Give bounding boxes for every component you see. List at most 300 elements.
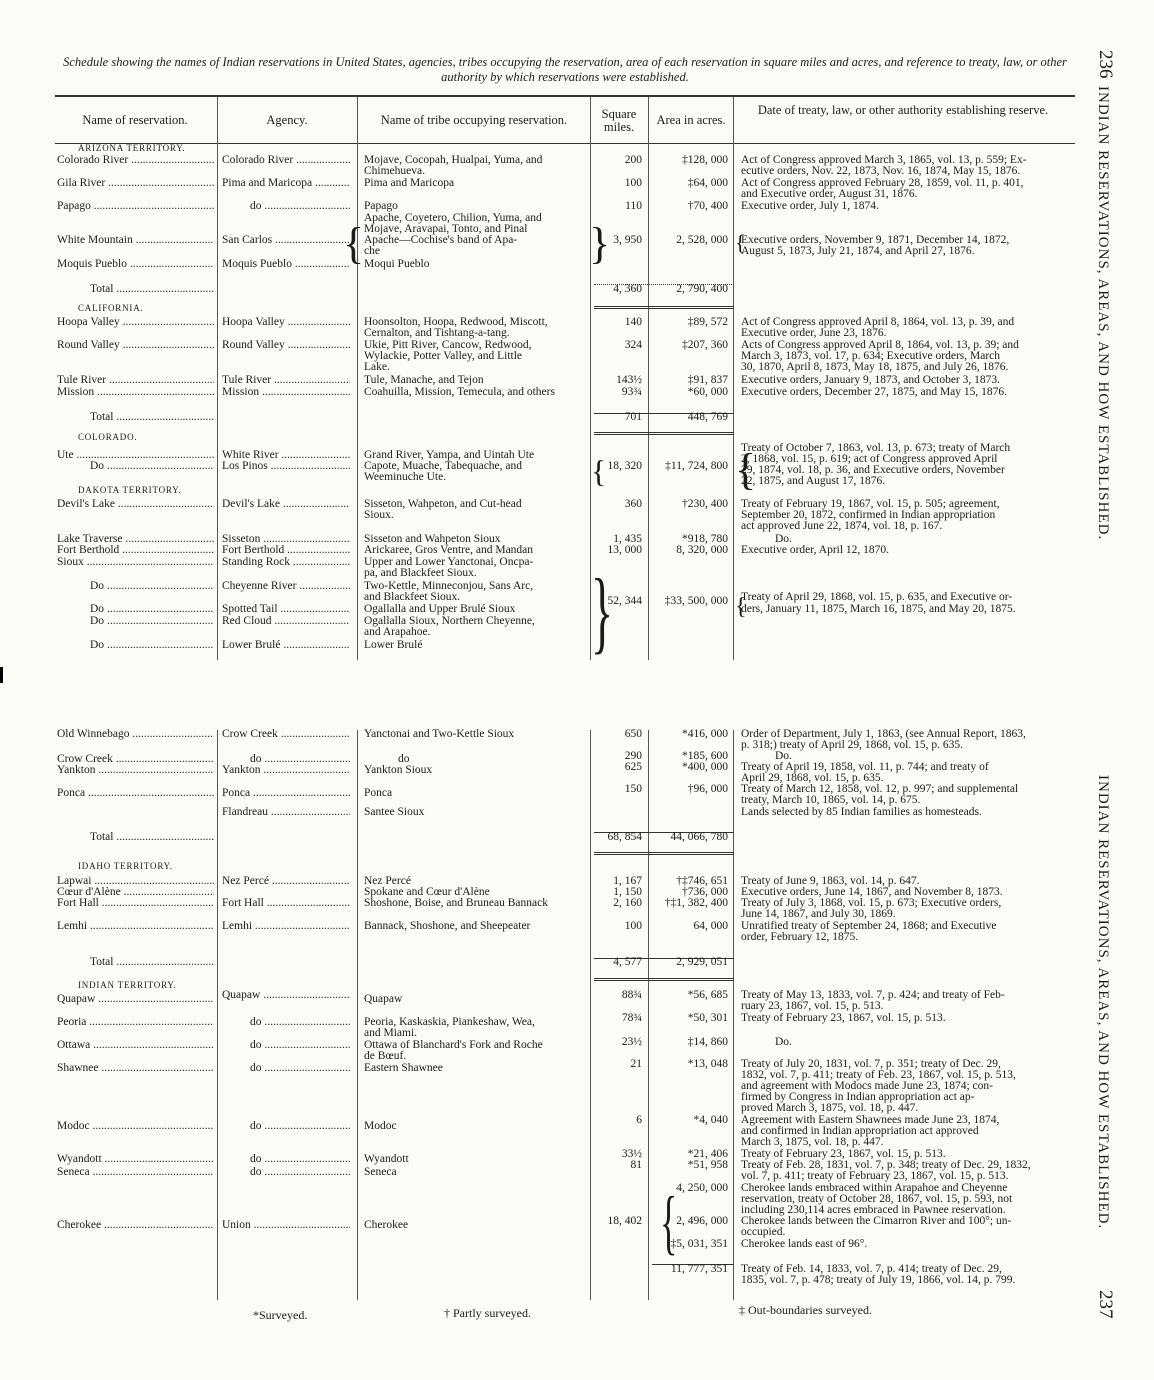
square-miles: 701 (624, 411, 642, 423)
authority-text: Executive orders, June 14, 1867, and November 8, 1873. (741, 887, 1003, 898)
authority-text: June 14, 1867, and July 30, 1869. (741, 909, 896, 920)
area-acres: ‡33, 500, 000 (664, 595, 728, 607)
authority-text: Act of Congress approved March 3, 1865, vol. 13, p. 559; Ex- (741, 155, 1027, 166)
agency-name: Tule River ..... (222, 375, 350, 386)
authority-text: Executive orders, November 9, 1871, December 14, 1872, (741, 235, 1010, 246)
reservation-name: Ponca ..... (57, 788, 214, 799)
authority-text: reservation, treaty of October 28, 1867, vol. 15, p. 593, not (741, 1194, 1013, 1205)
reservation-name: Do ..... (90, 581, 214, 592)
tribe-name: Cherokee (364, 1220, 409, 1231)
tribe-name: Seneca (364, 1167, 397, 1178)
authority-text: 2, 1868, vol. 15, p. 619; act of Congress approved April (741, 454, 998, 465)
brace: { (343, 219, 365, 268)
agency-name: do ..... (250, 1154, 350, 1165)
authority-text: Treaty of May 13, 1833, vol. 7, p. 424; and treaty of Feb- (741, 990, 1005, 1001)
tribe-name: Bannack, Shoshone, and Sheepeater (364, 921, 531, 932)
agency-name: do ..... (250, 1040, 350, 1051)
agency-name: Fort Hall ..... (222, 898, 350, 909)
agency-name: Fort Berthold ..... (222, 545, 350, 556)
authority-text: p. 318;) treaty of April 29, 1868, vol. 15, p. 635. (741, 740, 963, 751)
tribe-name: che (364, 246, 380, 257)
authority-text: March 3, 1873, vol. 17, p. 634; Executive orders, March (741, 351, 1001, 362)
tribe-name: Lake. (364, 362, 390, 373)
tribe-name: Papago (364, 201, 398, 212)
square-miles: 21 (630, 1058, 642, 1070)
page-number-236: 236 (1095, 50, 1116, 79)
reservation-name: Wyandott ..... (57, 1154, 214, 1165)
page-number-top (1094, 50, 1116, 79)
area-acres: ‡207, 360 (682, 339, 728, 351)
authority-text: ruary 23, 1867, vol. 15, p. 513. (741, 1001, 884, 1012)
agency-name: San Carlos ..... (222, 235, 350, 246)
reservation-name: Do ..... (90, 461, 214, 472)
authority-text: 1835, vol. 7, p. 478; treaty of July 19, 1866, vol. 14, p. 799. (741, 1275, 1016, 1286)
header-name: Name of reservation. (82, 113, 188, 127)
tribe-name: and Miami. (364, 1028, 418, 1039)
square-miles: 625 (624, 761, 642, 773)
agency-name: Los Pinos ..... (222, 461, 350, 472)
reservation-name: Peoria ..... (57, 1017, 214, 1028)
tribe-name: and Blackfeet Sioux. (364, 592, 461, 603)
authority-text: Executive order, April 12, 1870. (741, 545, 890, 556)
agency-name: do ..... (250, 1063, 350, 1074)
authority-text: and Executive order, August 31, 1876. (741, 189, 918, 200)
reservation-name: Total ..... (90, 832, 214, 843)
square-miles: 4, 577 (613, 956, 642, 968)
authority-text: Cherokee lands east of 96°. (741, 1239, 868, 1250)
section-heading: INDIAN TERRITORY. (78, 980, 177, 990)
square-miles: 88¾ (621, 989, 642, 1001)
tribe-name: Ukie, Pitt River, Cancow, Redwood, (364, 340, 532, 351)
authority-text: Act of Congress approved February 28, 1859, vol. 11, p. 401, (741, 178, 1024, 189)
tribe-name: Weeminuche Ute. (364, 472, 447, 483)
running-head-top: INDIAN RESERVATIONS, AREAS, AND HOW ESTABLISHED. (1095, 86, 1111, 541)
authority-text: 1832, vol. 7, p. 411; treaty of Feb. 23, 1867, vol. 15, p. 513, (741, 1070, 1016, 1081)
tribe-name: Apache, Coyetero, Chilion, Yuma, and (364, 213, 542, 224)
header-area-acres: Area in acres. (656, 113, 726, 127)
column-rule (217, 97, 218, 660)
tribe-name: and Arapahoe. (364, 627, 431, 638)
square-miles: 140 (624, 316, 642, 328)
tribe-name: Shoshone, Boise, and Bruneau Bannack (364, 898, 548, 909)
area-acres: 2, 790, 400 (676, 283, 728, 295)
reservation-name: Total ..... (90, 284, 214, 295)
reservation-name: Yankton ..... (57, 765, 214, 776)
reservation-name: Mission ..... (57, 387, 214, 398)
authority-text: Agreement with Eastern Shawnees made June 23, 1874, (741, 1115, 1000, 1126)
agency-name: do ..... (250, 1167, 350, 1178)
square-miles: 1, 435 (613, 533, 642, 545)
column-rule (733, 730, 734, 1300)
authority-text: Order of Department, July 1, 1863, (see Annual Report, 1863, (741, 729, 1026, 740)
authority-text: ecutive orders, Nov. 22, 1873, Nov. 16, 1874, May 15, 1876. (741, 166, 1021, 177)
area-acres: *185, 600 (682, 750, 728, 762)
column-rule (357, 97, 358, 660)
authority-text: Treaty of June 9, 1863, vol. 14, p. 647. (741, 876, 920, 887)
tribe-name: Wylackie, Potter Valley, and Little (364, 351, 523, 362)
square-miles: 18, 402 (607, 1215, 642, 1227)
column-rule (217, 730, 218, 1300)
area-acres: *13, 048 (687, 1058, 728, 1070)
square-miles: 200 (624, 154, 642, 166)
square-miles: 290 (624, 750, 642, 762)
tribe-name: Sisseton, Wahpeton, and Cut-head (364, 499, 522, 510)
agency-name: Colorado River ..... (222, 155, 350, 166)
reservation-name: Quapaw ..... (57, 994, 214, 1005)
tribe-name: Ogallalla and Upper Brulé Sioux (364, 604, 516, 615)
total-rule (594, 306, 734, 309)
authority-text: Treaty of October 7, 1863, vol. 13, p. 673; treaty of March (741, 443, 1011, 454)
tribe-name: Grand River, Yampa, and Uintah Ute (364, 450, 535, 461)
agency-name: do ..... (250, 1121, 350, 1132)
square-miles: 360 (624, 498, 642, 510)
brace: { (591, 453, 607, 489)
area-acres: 4, 250, 000 (676, 1182, 728, 1194)
agency-name: do ..... (250, 201, 350, 212)
agency-name: do ..... (250, 1017, 350, 1028)
square-miles: 650 (624, 728, 642, 740)
area-acres: *918, 780 (682, 533, 728, 545)
authority-text: Treaty of Feb. 14, 1833, vol. 7, p. 414; treaty of Dec. 29, (741, 1264, 1002, 1275)
tribe-name: Two-Kettle, Minneconjou, Sans Arc, (364, 581, 534, 592)
reservation-name: Cherokee ..... (57, 1220, 214, 1231)
scan-edge-mark (0, 667, 3, 683)
agency-name: Red Cloud ..... (222, 616, 350, 627)
authority-text: Do. (775, 1037, 792, 1048)
authority-text: September 20, 1872, confirmed in Indian appropriation (741, 510, 996, 521)
tribe-name: Arickaree, Gros Ventre, and Mandan (364, 545, 534, 556)
reservation-name: Shawnee ..... (57, 1063, 214, 1074)
column-rule (733, 97, 734, 660)
tribe-name: Tule, Manache, and Tejon (364, 375, 484, 386)
reservation-name: Modoc ..... (57, 1121, 214, 1132)
area-acres: ‡89, 572 (687, 316, 728, 328)
reservation-name: Moquis Pueblo ..... (57, 259, 214, 270)
area-acres: 2, 528, 000 (676, 234, 728, 246)
tribe-name: Quapaw (364, 994, 403, 1005)
section-heading: ARIZONA TERRITORY. (78, 143, 186, 153)
area-acres: 448, 769 (687, 411, 728, 423)
square-miles: 6 (636, 1114, 642, 1126)
square-miles: 52, 344 (607, 595, 642, 607)
tribe-name: Pima and Maricopa (364, 178, 455, 189)
tribe-name: Modoc (364, 1121, 397, 1132)
authority-text: August 5, 1873, July 21, 1874, and April 27, 1876. (741, 246, 975, 257)
section-heading: IDAHO TERRITORY. (78, 861, 173, 871)
area-acres: 44, 066, 780 (670, 831, 728, 843)
authority-text: Lands selected by 85 Indian families as homesteads. (741, 807, 982, 818)
tribe-name: Eastern Shawnee (364, 1063, 443, 1074)
square-miles: 4, 360 (613, 283, 642, 295)
authority-text: Acts of Congress approved April 8, 1864, vol. 13, p. 39; and (741, 340, 1019, 351)
authority-text: vol. 7, p. 411; treaty of February 23, 1867, vol. 15, p. 513. (741, 1171, 1009, 1182)
tribe-name: de Bœuf. (364, 1051, 407, 1062)
area-acres: 8, 320, 000 (676, 544, 728, 556)
tribe-name: Wyandott (364, 1154, 409, 1165)
agency-name: Union ..... (222, 1220, 350, 1231)
section-heading: DAKOTA TERRITORY. (78, 485, 182, 495)
column-rule (357, 730, 358, 1300)
area-acres: *400, 000 (682, 761, 728, 773)
area-acres: 64, 000 (693, 920, 728, 932)
tribe-name: Spokane and Cœur d'Alène (364, 887, 490, 898)
authority-text: Executive order, June 23, 1876. (741, 328, 887, 339)
brace: { (735, 230, 746, 255)
brace: } (591, 560, 614, 662)
area-acres: *4, 040 (693, 1114, 728, 1126)
agency-name: Round Valley ..... (222, 340, 350, 351)
brace: { (660, 1182, 678, 1262)
square-miles: 3, 950 (613, 234, 642, 246)
authority-text: treaty, March 10, 1865, vol. 14, p. 675. (741, 795, 921, 806)
area-acres: †70, 400 (687, 200, 728, 212)
reservation-name: White Mountain ..... (57, 235, 214, 246)
area-acres: †‡1, 382, 400 (664, 897, 728, 909)
area-acres: ‡91, 837 (687, 374, 728, 386)
agency-name: Cheyenne River ..... (222, 581, 350, 592)
tribe-name: Ogallalla Sioux, Northern Cheyenne, (364, 616, 535, 627)
reservation-name: Lemhi ..... (57, 921, 214, 932)
reservation-name: Ute ..... (57, 450, 214, 461)
authority-text: Cherokee lands between the Cimarron River and 100°; un- (741, 1216, 1012, 1227)
agency-name: do ..... (250, 754, 350, 765)
reservation-name: Seneca ..... (57, 1167, 214, 1178)
square-miles: 23½ (621, 1036, 642, 1048)
reservation-name: Tule River ..... (57, 375, 214, 386)
reservation-name: Lake Traverse ..... (57, 534, 214, 545)
authority-text: proved March 3, 1875, vol. 18, p. 447. (741, 1103, 919, 1114)
authority-text: and agreement with Modocs made June 23, 1874; con- (741, 1081, 993, 1092)
reservation-name: Devil's Lake ..... (57, 499, 214, 510)
authority-text: firmed by Congress in Indian appropriation act ap- (741, 1092, 975, 1103)
authority-text: Act of Congress approved April 8, 1864, vol. 13, p. 39, and (741, 317, 1015, 328)
authority-text: Treaty of March 12, 1858, vol. 12, p. 997; and supplemental (741, 784, 1019, 795)
agency-name: White River ..... (222, 450, 350, 461)
reservation-name: Do ..... (90, 604, 214, 615)
area-acres: ‡128, 000 (682, 154, 728, 166)
square-miles: 100 (624, 920, 642, 932)
agency-name: Spotted Tail ..... (222, 604, 350, 615)
authority-text: Executive orders, January 9, 1873, and October 3, 1873. (741, 375, 1000, 386)
brace: { (735, 594, 747, 620)
area-acres: ‡11, 724, 800 (665, 460, 728, 472)
square-miles: 68, 854 (607, 831, 642, 843)
reservation-name: Colorado River ..... (57, 155, 214, 166)
agency-name: Crow Creek ..... (222, 729, 350, 740)
authority-text: Executive order, July 1, 1874. (741, 201, 879, 212)
authority-text: Do. (775, 751, 792, 762)
tribe-name: Chimehueva. (364, 166, 425, 177)
square-miles: 1, 150 (613, 886, 642, 898)
total-rule (594, 852, 734, 855)
area-acres: ‡14, 860 (687, 1036, 728, 1048)
reservation-name: Old Winnebago ..... (57, 729, 214, 740)
section-heading: COLORADO. (78, 432, 138, 442)
authority-text: act approved June 22, 1874, vol. 18, p. 167. (741, 521, 943, 532)
brace: } (589, 219, 611, 268)
tribe-name: Yankton Sioux (364, 765, 433, 776)
column-rule (648, 97, 649, 660)
total-rule (594, 978, 734, 981)
tribe-name: Moqui Pueblo (364, 259, 430, 270)
authority-text: Treaty of July 20, 1831, vol. 7, p. 351; treaty of Dec. 29, (741, 1059, 1001, 1070)
authority-text: Treaty of Feb. 28, 1831, vol. 7, p. 348; treaty of Dec. 29, 1832, (741, 1160, 1031, 1171)
authority-text: ders, January 11, 1875, March 16, 1875, and May 20, 1875. (741, 604, 1016, 615)
brace: { (735, 445, 757, 494)
reservation-name: Sioux ..... (57, 557, 214, 568)
tribe-name: Mojave, Cocopah, Hualpai, Yuma, and (364, 155, 543, 166)
area-acres: *51, 958 (687, 1159, 728, 1171)
page-number-bottom (1094, 1290, 1116, 1319)
footnote-partly-surveyed: † Partly surveyed. (444, 1306, 531, 1320)
square-miles: 13, 000 (607, 544, 642, 556)
agency-name: Standing Rock ..... (222, 557, 350, 568)
tribe-name: Capote, Muache, Tabequache, and (364, 461, 523, 472)
agency-name: Hoopa Valley ..... (222, 317, 350, 328)
header-agency: Agency. (266, 113, 308, 127)
column-rule (648, 730, 649, 1300)
agency-name: Sisseton ..... (222, 534, 350, 545)
tribe-name: pa, and Blackfeet Sioux. (364, 568, 477, 579)
authority-text: occupied. (741, 1227, 786, 1238)
reservation-name: Gila River ..... (57, 178, 214, 189)
authority-text: Do. (775, 534, 792, 545)
authority-text: 29, 1874, vol. 18, p. 36, and Executive orders, November (741, 465, 1005, 476)
agency-name: Mission ..... (222, 387, 350, 398)
tribe-name: Yanctonai and Two-Kettle Sioux (364, 729, 515, 740)
square-miles: 1, 167 (613, 875, 642, 887)
agency-name: Lower Brulé ..... (222, 640, 350, 651)
reservation-name: Do ..... (90, 640, 214, 651)
total-rule (594, 432, 734, 435)
tribe-name: Ponca (364, 788, 393, 799)
reservation-name: Total ..... (90, 957, 214, 968)
square-miles: 110 (625, 200, 642, 212)
reservation-name: Cœur d'Alène ..... (57, 887, 214, 898)
authority-text: 30, 1870, April 8, 1873, May 18, 1875, and July 26, 1876. (741, 362, 1009, 373)
header-top-rule (55, 95, 1075, 97)
authority-text: March 3, 1875, vol. 18, p. 447. (741, 1137, 884, 1148)
section-heading: CALIFORNIA. (78, 303, 144, 313)
authority-text: order, February 12, 1875. (741, 932, 859, 943)
tribe-name: Mojave, Aravapai, Tonto, and Pinal (364, 224, 528, 235)
authority-text: Executive orders, December 27, 1875, and May 15, 1876. (741, 387, 1008, 398)
authority-text: April 29, 1868, vol. 15, p. 635. (741, 773, 884, 784)
square-miles: 78¾ (621, 1012, 642, 1024)
area-acres: *416, 000 (682, 728, 728, 740)
square-miles: 150 (624, 783, 642, 795)
area-acres: *56, 685 (687, 989, 728, 1001)
authority-text: Cherokee lands embraced within Arapahoe and Cheyenne (741, 1183, 1008, 1194)
header-authority: Date of treaty, law, or other authority establishing reserve. (757, 103, 1049, 117)
agency-name: Moquis Pueblo ..... (222, 259, 350, 270)
authority-text: Treaty of February 23, 1867, vol. 15, p. 513. (741, 1013, 946, 1024)
authority-text: including 230,114 acres embraced in Pawnee reservation. (741, 1205, 1006, 1216)
reservation-name: Do ..... (90, 616, 214, 627)
agency-name: Lemhi ..... (222, 921, 350, 932)
reservation-name: Lapwai ..... (57, 876, 214, 887)
area-acres: †736, 000 (682, 886, 728, 898)
area-acres: ‡5, 031, 351 (670, 1238, 728, 1250)
square-miles: 18, 320 (607, 460, 642, 472)
square-miles: 33½ (621, 1148, 642, 1160)
tribe-name: Nez Percé (364, 876, 411, 887)
area-acres: 11, 777, 351 (670, 1263, 728, 1275)
tribe-name: Hoonsolton, Hoopa, Redwood, Miscott, (364, 317, 548, 328)
area-acres: 2, 496, 000 (676, 1215, 728, 1227)
agency-name: Devil's Lake ..... (222, 499, 350, 510)
page-number-237: 237 (1095, 1290, 1116, 1319)
tribe-name: Lower Brulé (364, 640, 423, 651)
area-acres: 2, 929, 051 (676, 956, 728, 968)
agency-name: Ponca ..... (222, 788, 350, 799)
area-acres: †96, 000 (687, 783, 728, 795)
agency-name: Flandreau ..... (222, 807, 350, 818)
reservation-name: Crow Creek ..... (57, 754, 214, 765)
area-acres: *60, 000 (687, 386, 728, 398)
reservation-name: Hoopa Valley ..... (57, 317, 214, 328)
running-head-bottom: INDIAN RESERVATIONS, AREAS, AND HOW ESTABLISHED. (1095, 775, 1111, 1230)
reservation-name: Total ..... (90, 412, 214, 423)
area-acres: ‡64, 000 (687, 177, 728, 189)
authority-text: Treaty of April 29, 1868, vol. 15, p. 635, and Executive or- (741, 592, 1013, 603)
tribe-name: Cernalton, and Tishtang-a-tang. (364, 328, 510, 339)
reservation-name: Ottawa ..... (57, 1040, 214, 1051)
tribe-name: Sisseton and Wahpeton Sioux (364, 534, 501, 545)
agency-name: Quapaw ..... (222, 990, 350, 1001)
area-acres: *21, 406 (687, 1148, 728, 1160)
authority-text: and confirmed in Indian appropriation act approved (741, 1126, 979, 1137)
table-caption: Schedule showing the names of Indian reservations in United States, agencies, tribes occupying the reservation, area of each reservation in square miles and acres, and reference to treaty, law, or other authority by which reservations were established. (63, 55, 1067, 84)
reservation-name: Fort Berthold ..... (57, 545, 214, 556)
tribe-name: do (398, 754, 410, 765)
tribe-name: Ottawa of Blanchard's Fork and Roche (364, 1040, 543, 1051)
square-miles: 81 (630, 1159, 642, 1171)
authority-text: Treaty of February 23, 1867, vol. 15, p. 513. (741, 1149, 946, 1160)
tribe-name: Coahuilla, Mission, Temecula, and others (364, 387, 555, 398)
footnote-out-boundaries: ‡ Out-boundaries surveyed. (739, 1303, 872, 1317)
tribe-name: Upper and Lower Yanctonai, Oncpa- (364, 557, 534, 568)
authority-text: Treaty of February 19, 1867, vol. 15, p. 505; agreement, (741, 499, 1000, 510)
footnote-surveyed: *Surveyed. (253, 1308, 308, 1322)
header-square-miles: Square miles. (601, 107, 637, 134)
tribe-name: Santee Sioux (364, 807, 425, 818)
square-miles: 2, 160 (613, 897, 642, 909)
header-tribe: Name of tribe occupying reservation. (380, 113, 568, 127)
authority-text: Unratified treaty of September 24, 1868; and Executive (741, 921, 997, 932)
column-rule (590, 730, 591, 1300)
authority-text: Treaty of July 3, 1868, vol. 15, p. 673; Executive orders, (741, 898, 1002, 909)
agency-name: Nez Percé ..... (222, 876, 350, 887)
reservation-name: Round Valley ..... (57, 340, 214, 351)
area-acres: *50, 301 (687, 1012, 728, 1024)
reservation-name: Papago ..... (57, 201, 214, 212)
square-miles: 93¾ (621, 386, 642, 398)
square-miles: 324 (624, 339, 642, 351)
square-miles: 100 (624, 177, 642, 189)
tribe-name: Apache—Cochise's band of Apa- (364, 235, 518, 246)
agency-name: Pima and Maricopa ..... (222, 178, 350, 189)
agency-name: Yankton ..... (222, 765, 350, 776)
area-acres: †230, 400 (682, 498, 728, 510)
authority-text: 22, 1875, and August 17, 1876. (741, 476, 886, 487)
header-bottom-rule (55, 143, 1075, 144)
reservation-name: Fort Hall ..... (57, 898, 214, 909)
tribe-name: Sioux. (364, 510, 394, 521)
area-acres: †‡746, 651 (676, 875, 728, 887)
square-miles: 143½ (616, 374, 642, 386)
authority-text: Treaty of April 19, 1858, vol. 11, p. 744; and treaty of (741, 762, 989, 773)
